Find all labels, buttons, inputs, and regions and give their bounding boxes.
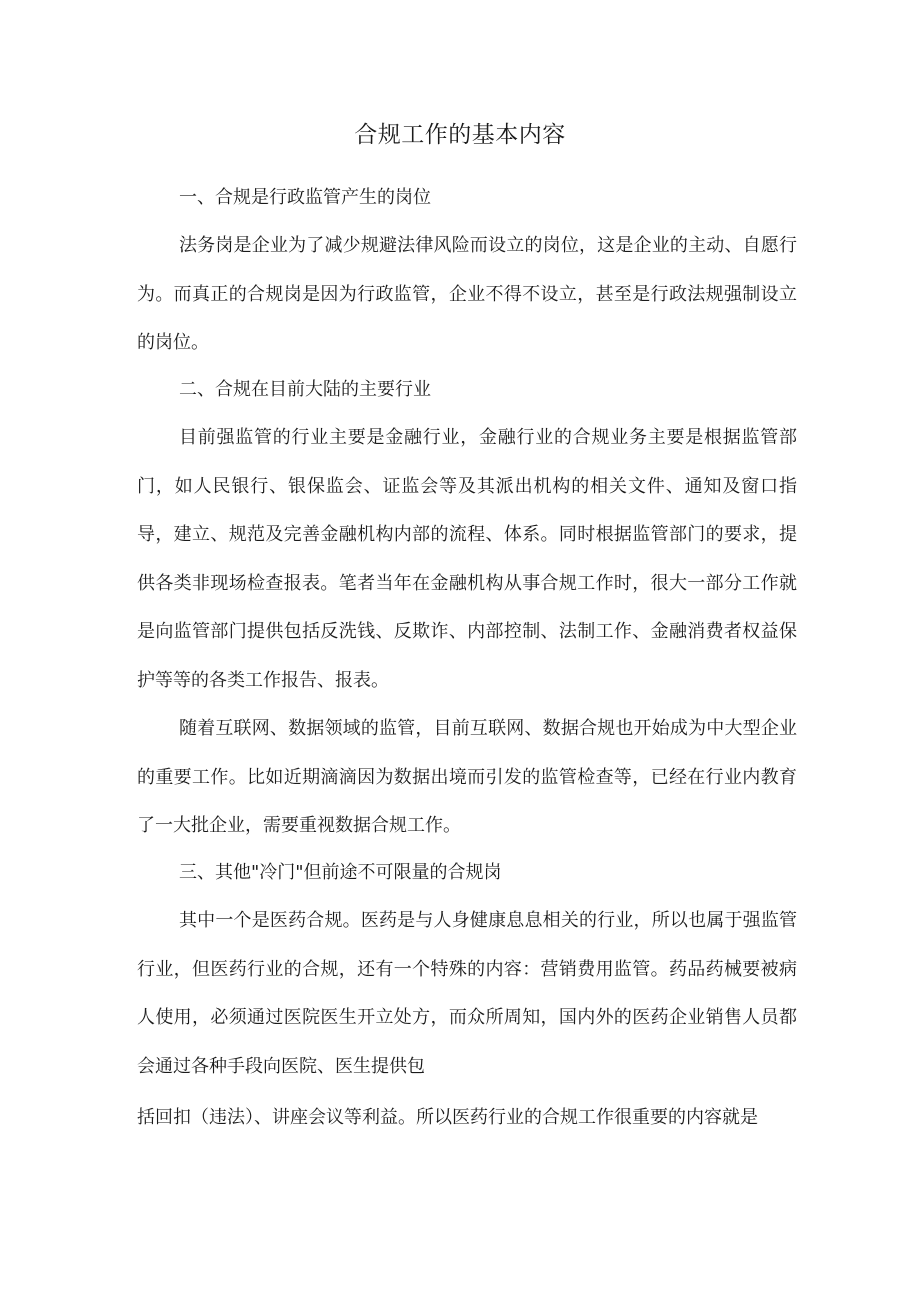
document-title: 合规工作的基本内容 [354,122,566,148]
section-2-body-continued [137,705,797,851]
paragraph: 目前强监管的行业主要是金融行业，金融行业的合规业务主要是根据监管部门，如人民银行、银保监会、证监会等及其派出机构的相关文件、通知及窗口指导，建立、规范及完善金融机构内部的流程、体系。同时根据监管部门的要求，提供各类非现场检查报表。笔者当年在金融机构从事合规工作时，很大一部分工作就是向监管部门提供包括反洗钱、反欺诈、内部控制、法制工作、金融消费者权益保护等等的各类工作报告、报表。 [137,427,797,691]
section-3-body [137,897,797,1091]
paragraph: 随着互联网、数据领域的监管，目前互联网、数据合规也开始成为中大型企业的重要工作。比如近期滴滴因为数据出境而引发的监管检查等，已经在行业内教育了一大批企业，需要重视数据合规工作。 [137,718,797,837]
paragraph: 括回扣（违法）、讲座会议等利益。所以医药行业的合规工作很重要的内容就是 [137,1107,758,1128]
section-2-body [137,414,797,706]
section-heading-3: 三、其他"冷门"但前途不可限量的合规岗 [179,862,502,883]
paragraph: 其中一个是医药合规。医药是与人身健康息息相关的行业，所以也属于强监管行业，但医药行业的合规，还有一个特殊的内容：营销费用监管。药品药械要被病人使用，必须通过医院医生开立处方，而众所周知，国内外的医药企业销售人员都会通过各种手段向医院、医生提供包 [137,910,797,1077]
section-heading-1: 一、合规是行政监管产生的岗位 [179,187,431,208]
paragraph: 法务岗是企业为了减少规避法律风险而设立的岗位，这是企业的主动、自愿行为。而真正的合规岗是因为行政监管，企业不得不设立，甚至是行政法规强制设立的岗位。 [137,235,797,354]
section-1-body [137,222,797,368]
section-heading-2: 二、合规在目前大陆的主要行业 [179,379,431,400]
page-continuation [137,1094,797,1143]
